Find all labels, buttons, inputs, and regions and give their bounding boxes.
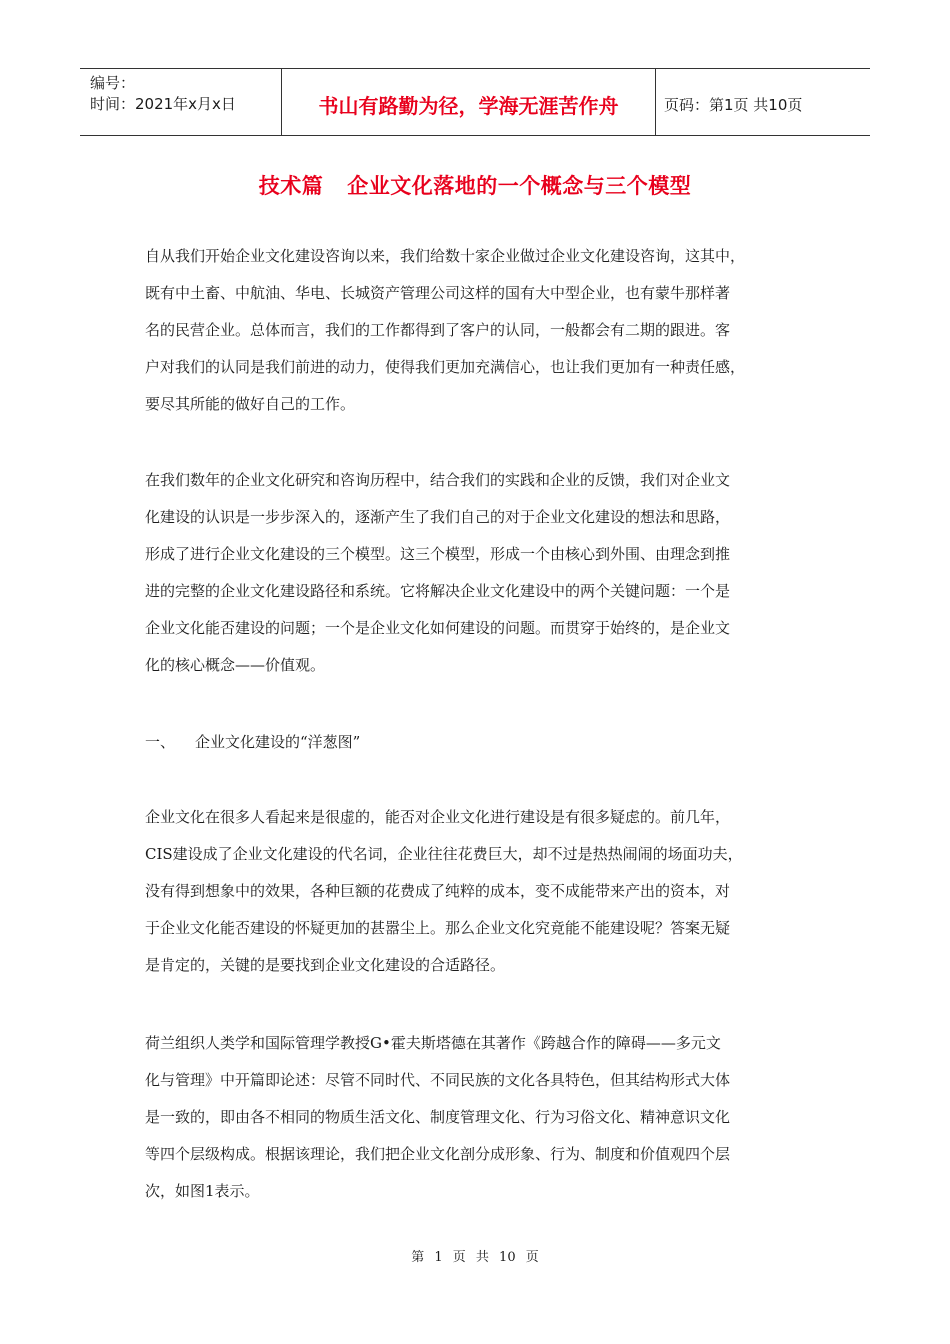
paragraph-line: 是一致的，即由各不相同的物质生活文化、制度管理文化、行为习俗文化、精神意识文化 [145, 1108, 731, 1126]
paragraph-line: 荷兰组织人类学和国际管理学教授G•霍夫斯塔德在其著作《跨越合作的障碍——多元文 [145, 1034, 721, 1052]
document-title [0, 170, 950, 200]
page-footer: 第 1 页 共 10 页 [411, 1250, 539, 1265]
header-motto: 书山有路勤为径，学海无涯苦作舟 [282, 69, 656, 135]
paragraph-4 [145, 1025, 810, 1210]
paragraph-line: 次，如图1表示。 [145, 1182, 260, 1200]
paragraph-line: 化建设的认识是一步步深入的，逐渐产生了我们自己的对于企业文化建设的想法和思路， [145, 508, 731, 526]
header-meta [80, 69, 282, 135]
paragraph-line: 企业文化在很多人看起来是很虚的，能否对企业文化进行建设是有很多疑虑的。前几年， [145, 808, 731, 826]
document-number-label: 编号： [90, 74, 136, 92]
paragraph-line: CIS建设成了企业文化建设的代名词，企业往往花费巨大，却不过是热热闹闹的场面功夫， [145, 845, 743, 863]
section-heading-1 [145, 724, 810, 761]
paragraph-line: 是肯定的，关键的是要找到企业文化建设的合适路径。 [145, 956, 506, 974]
paragraph-2 [145, 462, 810, 684]
paragraph-line: 形成了进行企业文化建设的三个模型。这三个模型，形成一个由核心到外围、由理念到推 [145, 545, 731, 563]
paragraph-line: 化与管理》中开篇即论述：尽管不同时代、不同民族的文化各具特色，但其结构形式大体 [145, 1071, 731, 1089]
paragraph-line: 既有中土畜、中航油、华电、长城资产管理公司这样的国有大中型企业，也有蒙牛那样著 [145, 284, 731, 302]
paragraph-line: 化的核心概念——价值观。 [145, 656, 326, 674]
paragraph-line: 户对我们的认同是我们前进的动力，使得我们更加充满信心，也让我们更加有一种责任感， [145, 358, 746, 376]
section-title: 企业文化建设的“洋葱图” [195, 733, 361, 751]
paragraph-line: 自从我们开始企业文化建设咨询以来，我们给数十家企业做过企业文化建设咨询，这其中， [145, 247, 746, 265]
paragraph-line: 名的民营企业。总体而言，我们的工作都得到了客户的认同，一般都会有二期的跟进。客 [145, 321, 731, 339]
paragraph-line: 进的完整的企业文化建设路径和系统。它将解决企业文化建设中的两个关键问题：一个是 [145, 582, 731, 600]
paragraph-line: 于企业文化能否建设的怀疑更加的甚嚣尘上。那么企业文化究竟能不能建设呢？答案无疑 [145, 919, 731, 937]
paragraph-3 [145, 799, 810, 984]
paragraph-line: 在我们数年的企业文化研究和咨询历程中，结合我们的实践和企业的反馈，我们对企业文 [145, 471, 731, 489]
paragraph-line: 企业文化能否建设的问题；一个是企业文化如何建设的问题。而贯穿于始终的，是企业文 [145, 619, 731, 637]
page-header [80, 68, 870, 136]
section-number: 一、 [145, 733, 176, 751]
title-part2: 企业文化落地的一个概念与三个模型 [347, 174, 692, 198]
document-time: 时间：2021年x月x日 [90, 95, 236, 113]
paragraph-1 [145, 238, 810, 423]
paragraph-line: 要尽其所能的做好自己的工作。 [145, 395, 356, 413]
paragraph-line: 等四个层级构成。根据该理论，我们把企业文化剖分成形象、行为、制度和价值观四个层 [145, 1145, 731, 1163]
paragraph-line: 没有得到想象中的效果，各种巨额的花费成了纯粹的成本，变不成能带来产出的资本，对 [145, 882, 731, 900]
title-part1: 技术篇 [258, 174, 324, 198]
header-page-info: 页码：第1页 共10页 [664, 95, 803, 114]
